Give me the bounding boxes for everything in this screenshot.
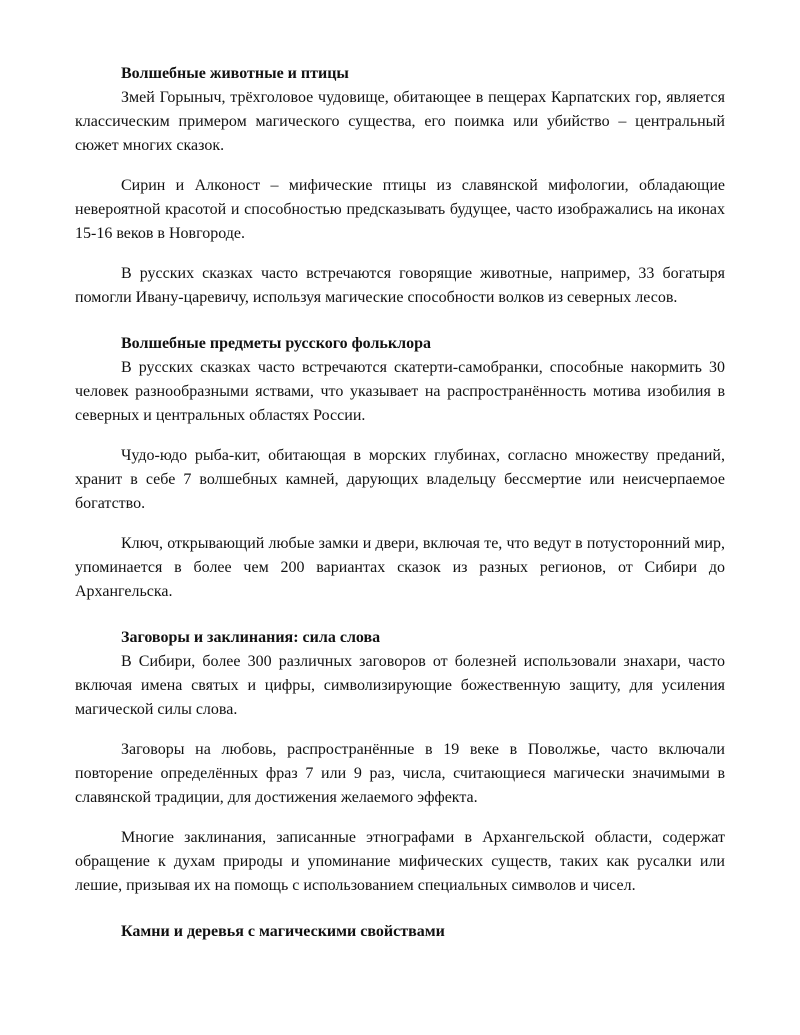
section-title: Волшебные животные и птицы <box>121 65 349 82</box>
paragraph: Чудо-юдо рыба-кит, обитающая в морских глубинах, согласно множеству преданий, хранит в себе 7 волшебных камней, дарующих владельцу бессмертие или неисчерпаемое богатство. <box>75 447 725 512</box>
paragraph: В Сибири, более 300 различных заговоров от болезней использовали знахари, часто включая имена святых и цифры, символизирующие божественную защиту, для усиления магической силы слова. <box>75 653 725 718</box>
document-page <box>75 62 725 944</box>
section-title: Камни и деревья с магическими свойствами <box>121 923 445 940</box>
paragraph: В русских сказках часто встречаются говорящие животные, например, 33 богатыря помогли Ивану-царевичу, используя магические способности волков из северных лесов. <box>75 265 725 306</box>
section-magic-animals <box>75 62 725 310</box>
section-spells <box>75 626 725 898</box>
paragraph: Многие заклинания, записанные этнографами в Архангельской области, содержат обращение к духам природы и упоминание мифических существ, таких как русалки или лешие, призывая их на помощь с использованием специальных символов и чисел. <box>75 829 725 894</box>
paragraph: Заговоры на любовь, распространённые в 19 веке в Поволжье, часто включали повторение определённых фраз 7 или 9 раз, числа, считающиеся магически значимыми в славянской традиции, для достижения желаемого эффекта. <box>75 741 725 806</box>
paragraph: Ключ, открывающий любые замки и двери, включая те, что ведут в потусторонний мир, упоминается в более чем 200 вариантах сказок из разных регионов, от Сибири до Архангельска. <box>75 535 725 600</box>
section-title: Волшебные предметы русского фольклора <box>121 335 431 352</box>
paragraph: Сирин и Алконост – мифические птицы из славянской мифологии, обладающие невероятной красотой и способностью предсказывать будущее, часто изображались на иконах 15-16 веков в Новгороде. <box>75 177 725 242</box>
section-magic-objects <box>75 332 725 604</box>
section-stones-trees <box>75 920 725 944</box>
paragraph: Змей Горыныч, трёхголовое чудовище, обитающее в пещерах Карпатских гор, является классическим примером магического существа, его поимка или убийство – центральный сюжет многих сказок. <box>75 89 725 154</box>
section-title: Заговоры и заклинания: сила слова <box>121 629 381 646</box>
paragraph: В русских сказках часто встречаются скатерти-самобранки, способные накормить 30 человек разнообразными яствами, что указывает на распространённость мотива изобилия в северных и центральных областях России. <box>75 359 725 424</box>
